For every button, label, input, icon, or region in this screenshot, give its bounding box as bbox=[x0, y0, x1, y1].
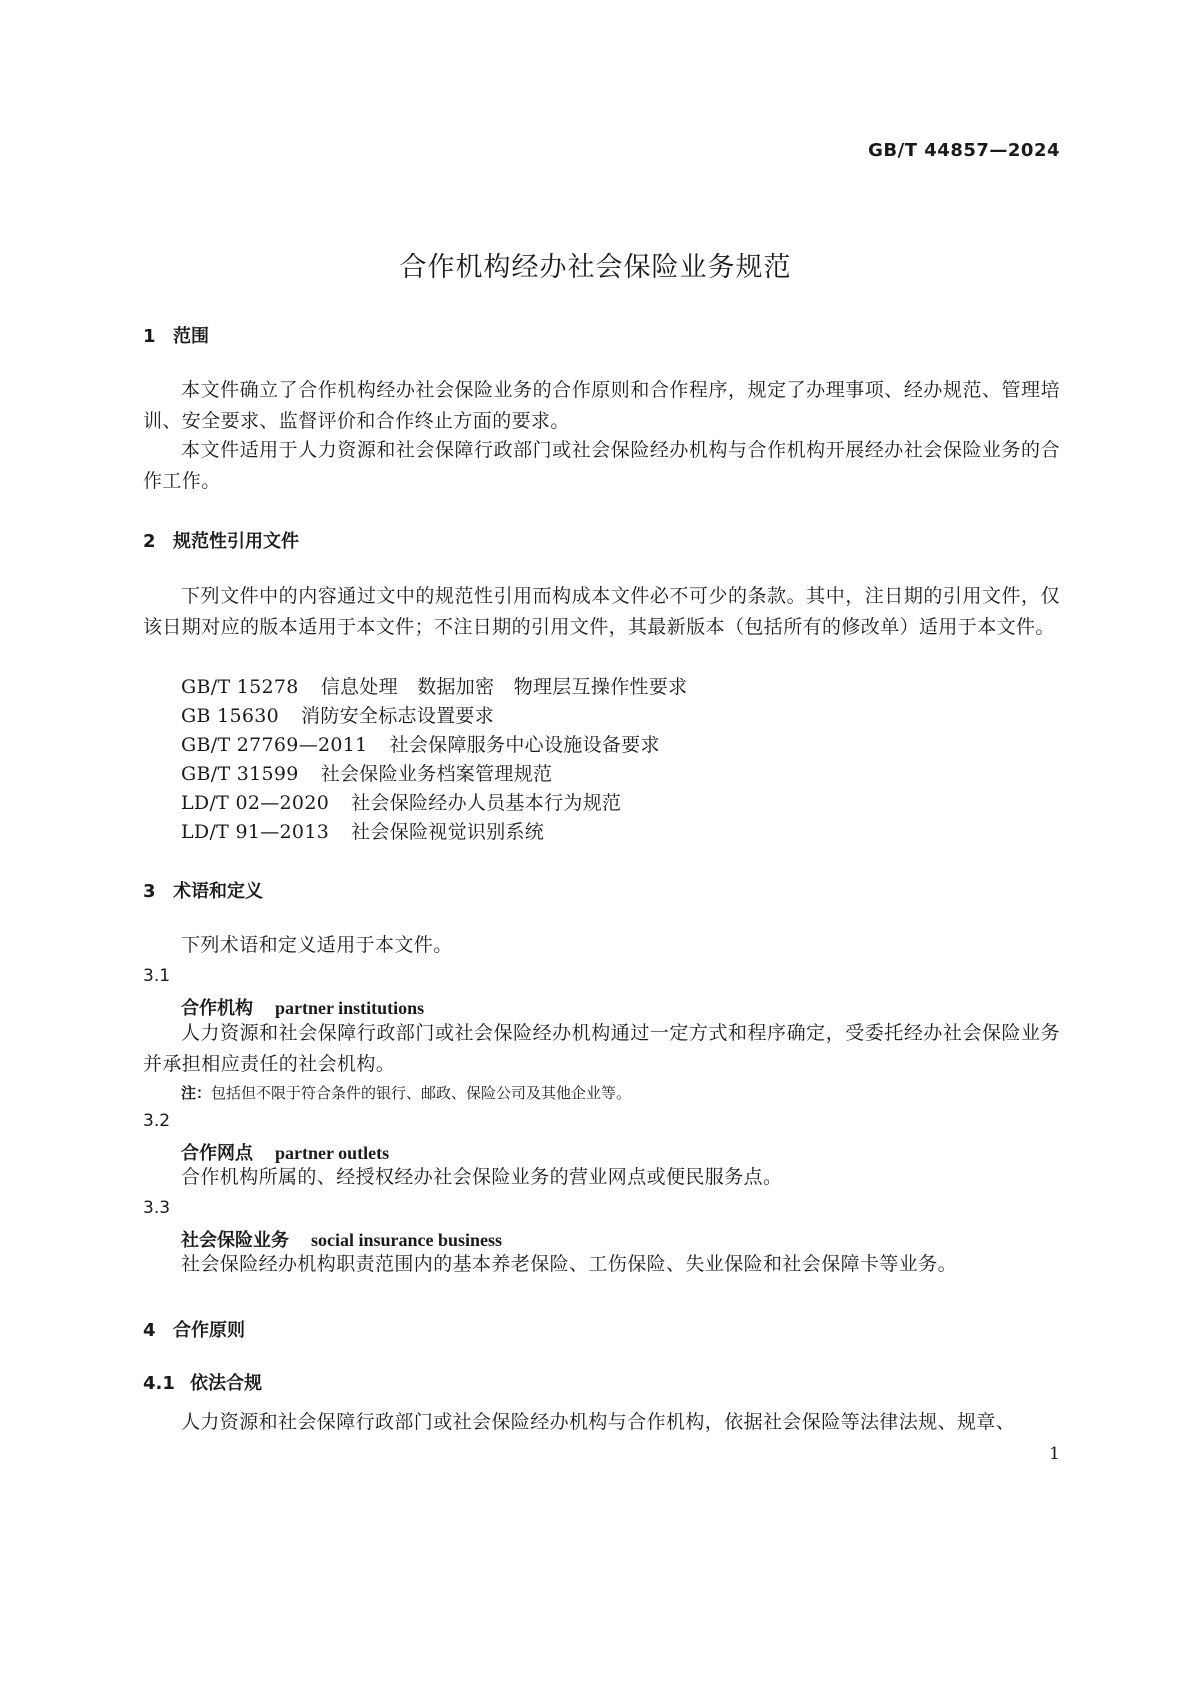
term-en: partner outlets bbox=[275, 1143, 390, 1163]
paragraph: 本文件确立了合作机构经办社会保险业务的合作原则和合作程序，规定了办理事项、经办规范、管理培训、安全要求、监督评价和合作终止方面的要求。 bbox=[143, 379, 1060, 432]
reference-code: LD/T 91—2013 bbox=[181, 821, 330, 843]
section-number: 1 bbox=[143, 326, 156, 347]
reference-code: LD/T 02—2020 bbox=[181, 792, 330, 814]
section-number: 3 bbox=[143, 881, 156, 902]
section-title: 规范性引用文件 bbox=[173, 531, 299, 552]
page-number: 1 bbox=[1049, 1444, 1060, 1464]
term-number: 3.2 bbox=[143, 1111, 171, 1131]
subsection-number: 4.1 bbox=[143, 1373, 175, 1394]
section-title: 范围 bbox=[173, 326, 209, 347]
paragraph: 人力资源和社会保障行政部门或社会保险经办机构与合作机构，依据社会保险等法律法规、规章、 bbox=[181, 1411, 1016, 1433]
reference-code: GB/T 27769—2011 bbox=[181, 734, 368, 756]
reference-item bbox=[181, 817, 544, 844]
paragraph: 下列术语和定义适用于本文件。 bbox=[181, 934, 453, 956]
term-number: 3.3 bbox=[143, 1198, 171, 1218]
reference-item bbox=[181, 759, 552, 786]
paragraph: 本文件适用于人力资源和社会保障行政部门或社会保险经办机构与合作机构开展经办社会保险业务的合作工作。 bbox=[143, 439, 1060, 492]
reference-title: 社会保险视觉识别系统 bbox=[351, 821, 545, 843]
reference-code: GB/T 15278 bbox=[181, 676, 299, 698]
subsection-heading-4-1 bbox=[143, 1369, 262, 1395]
paragraph: 下列文件中的内容通过文中的规范性引用而构成本文件必不可少的条款。其中，注日期的引用文件，仅该日期对应的版本适用于本文件；不注日期的引用文件，其最新版本（包括所有的修改单）适用于本文件。 bbox=[143, 585, 1060, 638]
note-text: 包括但不限于符合条件的银行、邮政、保险公司及其他企业等。 bbox=[211, 1084, 632, 1102]
term-en: partner institutions bbox=[275, 998, 425, 1018]
reference-code: GB/T 31599 bbox=[181, 763, 299, 785]
reference-item bbox=[181, 672, 687, 699]
section-title: 合作原则 bbox=[173, 1320, 245, 1341]
term-note bbox=[181, 1082, 631, 1103]
reference-item bbox=[181, 701, 494, 728]
term-zh: 社会保险业务 bbox=[181, 1230, 289, 1251]
term-number: 3.1 bbox=[143, 966, 171, 986]
term-zh: 合作网点 bbox=[181, 1143, 253, 1164]
reference-title: 消防安全标志设置要求 bbox=[301, 705, 495, 727]
section-number: 2 bbox=[143, 531, 156, 552]
reference-item bbox=[181, 788, 621, 815]
document-title: 合作机构经办社会保险业务规范 bbox=[399, 252, 792, 283]
section-heading-4 bbox=[143, 1316, 245, 1342]
reference-title: 社会保险业务档案管理规范 bbox=[320, 763, 553, 785]
reference-item bbox=[181, 730, 660, 757]
note-label: 注： bbox=[181, 1084, 212, 1102]
reference-title: 信息处理 数据加密 物理层互操作性要求 bbox=[320, 676, 688, 698]
term-heading bbox=[181, 994, 424, 1020]
section-heading-2 bbox=[143, 527, 299, 553]
section-heading-1 bbox=[143, 322, 209, 348]
subsection-title: 依法合规 bbox=[190, 1373, 262, 1394]
term-definition: 社会保险经办机构职责范围内的基本养老保险、工伤保险、失业保险和社会保障卡等业务。 bbox=[181, 1253, 958, 1275]
term-definition: 人力资源和社会保障行政部门或社会保险经办机构通过一定方式和程序确定，受委托经办社会保险业务并承担相应责任的社会机构。 bbox=[143, 1022, 1060, 1075]
reference-title: 社会保险经办人员基本行为规范 bbox=[351, 792, 622, 814]
reference-code: GB 15630 bbox=[181, 705, 280, 727]
section-title: 术语和定义 bbox=[173, 881, 263, 902]
term-zh: 合作机构 bbox=[181, 998, 253, 1019]
section-number: 4 bbox=[143, 1320, 156, 1341]
reference-title: 社会保障服务中心设施设备要求 bbox=[389, 734, 660, 756]
term-en: social insurance business bbox=[311, 1230, 503, 1250]
term-definition: 合作机构所属的、经授权经办社会保险业务的营业网点或便民服务点。 bbox=[181, 1166, 783, 1188]
standard-code: GB/T 44857—2024 bbox=[868, 140, 1060, 161]
section-heading-3 bbox=[143, 877, 263, 903]
